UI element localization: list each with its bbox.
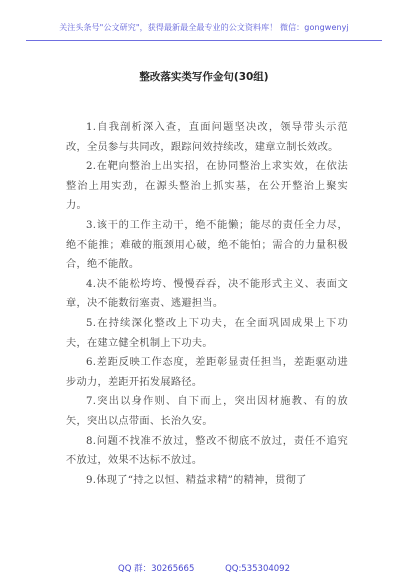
paragraph-4: 4.决不能松垮垮、慢慢吞吞，决不能形式主义、表面文章，决不能数衍塞责、逃避担当。 [66,278,348,310]
paragraph-7: 7.突出以身作则、自下而上，突出因材施教、有的放矢，突出以点带面、长治久安。 [66,396,348,427]
paragraph-6: 6.差距反映工作态度，差距彰显责任担当，差距驱动进步动力，差距开拓发展路径。 [66,357,348,388]
paragraph-3: 3.该干的工作主动干，绝不能懒；能尽的责任全力尽，绝不能推；难破的瓶颈用心破，绝不能怕；需合的力量积极合，绝不能散。 [66,219,348,271]
paragraph-5: 5.在持续深化整改上下功夫，在全面巩固成果上下功夫，在建立健全机制上下功夫。 [66,317,348,349]
footer-qq-group: QQ 群：30265665 [118,564,195,574]
paragraph-1: 1.自我剖析深入查，直面问题坚决改，领导带头示范改，全员参与共同改，跟踪问效持续改，建章立制长效改。 [66,122,348,153]
paragraph-2: 2.在靶向整治上出实招，在协同整治上求实效，在依法整治上用实劲，在源头整治上抓实基，在公开整治上聚实力。 [66,161,348,212]
document-title: 整改落实类写作金句(30组) [139,71,269,83]
footer-qq: QQ:535304092 [225,564,290,574]
paragraph-9: 9.体现了“持之以恒、精益求精”的精神，贯彻了 [86,474,307,486]
header-note: 关注头条号"公文研究"，获得最新最全最专业的公文资料库！ 微信：gongwenyj [59,23,349,32]
footer-contact [0,562,408,574]
paragraph-8: 8.问题不找准不放过，整改不彻底不放过，责任不追究不放过，效果不达标不放过。 [66,435,348,467]
document-body [66,118,348,490]
header-divider [26,40,382,41]
